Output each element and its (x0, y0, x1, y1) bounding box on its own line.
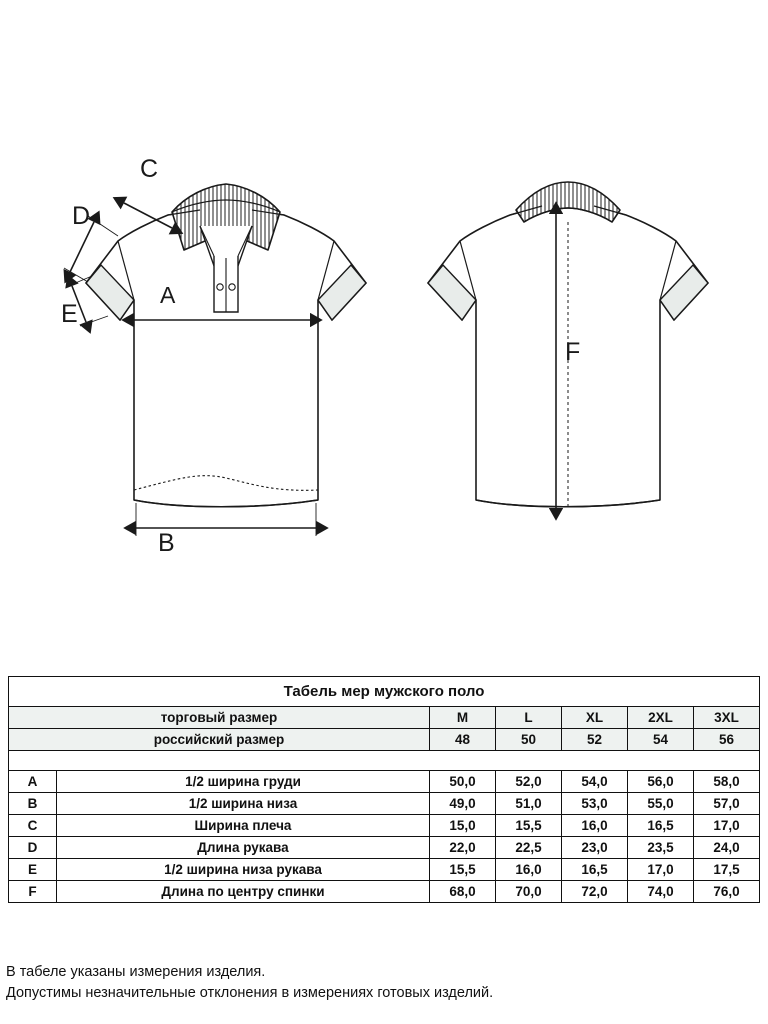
table-row-russian-size (9, 729, 760, 751)
table-spacer-cell (9, 751, 760, 771)
measurements-table-wrap (8, 676, 760, 903)
table-title-row (9, 677, 760, 707)
row-e-l: 16,0 (496, 859, 562, 881)
row-name-c: Ширина плеча (57, 815, 430, 837)
table-row (9, 859, 760, 881)
row-d-m: 22,0 (430, 837, 496, 859)
row-a-xl: 54,0 (562, 771, 628, 793)
front-view-group (64, 184, 366, 536)
row-b-m: 49,0 (430, 793, 496, 815)
russian-size-52: 52 (562, 729, 628, 751)
row-c-3xl: 17,0 (694, 815, 760, 837)
russian-size-label: российский размер (9, 729, 430, 751)
row-e-m: 15,5 (430, 859, 496, 881)
table-row (9, 837, 760, 859)
row-a-m: 50,0 (430, 771, 496, 793)
dimension-label-c: C (140, 155, 159, 183)
table-row (9, 881, 760, 903)
row-code-c: C (9, 815, 57, 837)
table-spacer-row (9, 751, 760, 771)
row-f-3xl: 76,0 (694, 881, 760, 903)
row-d-2xl: 23,5 (628, 837, 694, 859)
russian-size-56: 56 (694, 729, 760, 751)
row-b-2xl: 55,0 (628, 793, 694, 815)
footnote-1: В табеле указаны измерения изделия. (6, 964, 266, 980)
row-c-2xl: 16,5 (628, 815, 694, 837)
footnotes (6, 962, 762, 1004)
row-a-3xl: 58,0 (694, 771, 760, 793)
row-name-b: 1/2 ширина низа (57, 793, 430, 815)
row-code-d: D (9, 837, 57, 859)
row-f-2xl: 74,0 (628, 881, 694, 903)
row-code-a: A (9, 771, 57, 793)
row-b-3xl: 57,0 (694, 793, 760, 815)
row-a-2xl: 56,0 (628, 771, 694, 793)
row-f-l: 70,0 (496, 881, 562, 903)
dimension-label-a: A (160, 282, 176, 308)
trade-size-3xl: 3XL (694, 707, 760, 729)
row-c-xl: 16,0 (562, 815, 628, 837)
row-f-xl: 72,0 (562, 881, 628, 903)
row-c-m: 15,0 (430, 815, 496, 837)
row-name-a: 1/2 ширина груди (57, 771, 430, 793)
row-code-f: F (9, 881, 57, 903)
row-f-m: 68,0 (430, 881, 496, 903)
dimension-label-b: B (158, 529, 175, 557)
trade-size-2xl: 2XL (628, 707, 694, 729)
row-code-e: E (9, 859, 57, 881)
table-row (9, 771, 760, 793)
table-row (9, 793, 760, 815)
row-name-f: Длина по центру спинки (57, 881, 430, 903)
row-d-l: 22,5 (496, 837, 562, 859)
row-name-d: Длина рукава (57, 837, 430, 859)
row-name-e: 1/2 ширина низа рукава (57, 859, 430, 881)
row-d-3xl: 24,0 (694, 837, 760, 859)
dimension-label-d: D (72, 202, 91, 230)
trade-size-label: торговый размер (9, 707, 430, 729)
row-code-b: B (9, 793, 57, 815)
table-row (9, 815, 760, 837)
measurements-table (8, 676, 760, 903)
row-e-2xl: 17,0 (628, 859, 694, 881)
dimension-label-f: F (565, 338, 581, 366)
trade-size-l: L (496, 707, 562, 729)
row-c-l: 15,5 (496, 815, 562, 837)
russian-size-50: 50 (496, 729, 562, 751)
trade-size-xl: XL (562, 707, 628, 729)
row-e-xl: 16,5 (562, 859, 628, 881)
table-row-trade-size (9, 707, 760, 729)
row-e-3xl: 17,5 (694, 859, 760, 881)
footnote-2: Допустимы незначительные отклонения в измерениях готовых изделий. (6, 985, 494, 1002)
russian-size-48: 48 (430, 729, 496, 751)
dimension-label-e: E (61, 300, 78, 328)
row-a-l: 52,0 (496, 771, 562, 793)
row-b-xl: 53,0 (562, 793, 628, 815)
table-title: Табель мер мужского поло (9, 677, 760, 707)
trade-size-m: M (430, 707, 496, 729)
row-d-xl: 23,0 (562, 837, 628, 859)
russian-size-54: 54 (628, 729, 694, 751)
row-b-l: 51,0 (496, 793, 562, 815)
